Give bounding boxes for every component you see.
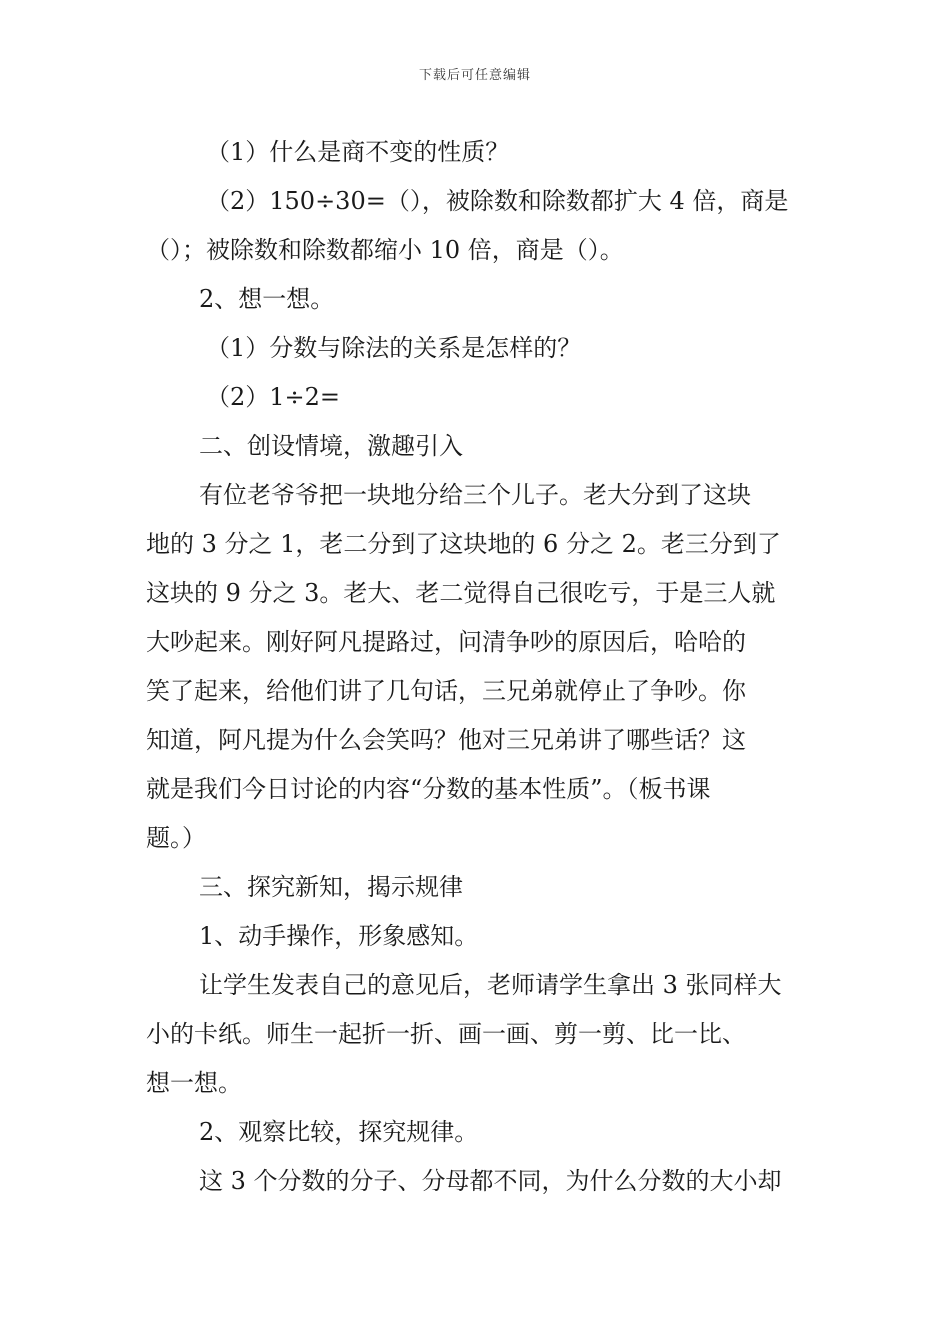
document-body	[146, 128, 806, 1206]
paragraph-line: 2、想一想。	[199, 285, 335, 313]
paragraph-line: 让学生发表自己的意见后，老师请学生拿出 3 张同样大	[199, 971, 782, 999]
paragraph-line: 1、动手操作，形象感知。	[199, 922, 479, 950]
paragraph-line: （1）什么是商不变的性质？	[206, 138, 510, 166]
paragraph-line: 大吵起来。刚好阿凡提路过，问清争吵的原因后，哈哈的	[146, 628, 746, 656]
section-heading: 二、创设情境，激趣引入	[199, 432, 463, 460]
paragraph-line: 这块的 9 分之 3。老大、老二觉得自己很吃亏，于是三人就	[146, 579, 776, 607]
section-heading: 三、探究新知，揭示规律	[199, 873, 463, 901]
paragraph-line: 小的卡纸。师生一起折一折、画一画、剪一剪、比一比、	[146, 1020, 746, 1048]
paragraph-line: （2）150÷30=（），被除数和除数都扩大 4 倍，商是	[206, 187, 789, 215]
paragraph-line: （2）1÷2=	[206, 383, 341, 411]
paragraph-line: 这 3 个分数的分子、分母都不同，为什么分数的大小却	[199, 1167, 782, 1195]
paragraph-line: 地的 3 分之 1，老二分到了这块地的 6 分之 2。老三分到了	[146, 530, 781, 558]
paragraph-line: 知道，阿凡提为什么会笑吗？他对三兄弟讲了哪些话？这	[146, 726, 746, 754]
paragraph-line: （）；被除数和除数都缩小 10 倍，商是（）。	[146, 236, 624, 264]
paragraph-line: 2、观察比较，探究规律。	[199, 1118, 479, 1146]
paragraph-line: 题。）	[146, 824, 206, 852]
paragraph-line: （1）分数与除法的关系是怎样的？	[206, 334, 582, 362]
paragraph-line: 就是我们今日讨论的内容“分数的基本性质”。（板书课	[146, 775, 711, 803]
paragraph-line: 有位老爷爷把一块地分给三个儿子。老大分到了这块	[199, 481, 751, 509]
paragraph-line: 想一想。	[146, 1069, 242, 1097]
paragraph-line: 笑了起来，给他们讲了几句话，三兄弟就停止了争吵。你	[146, 677, 746, 705]
page-header-note: 下载后可任意编辑	[418, 68, 531, 83]
